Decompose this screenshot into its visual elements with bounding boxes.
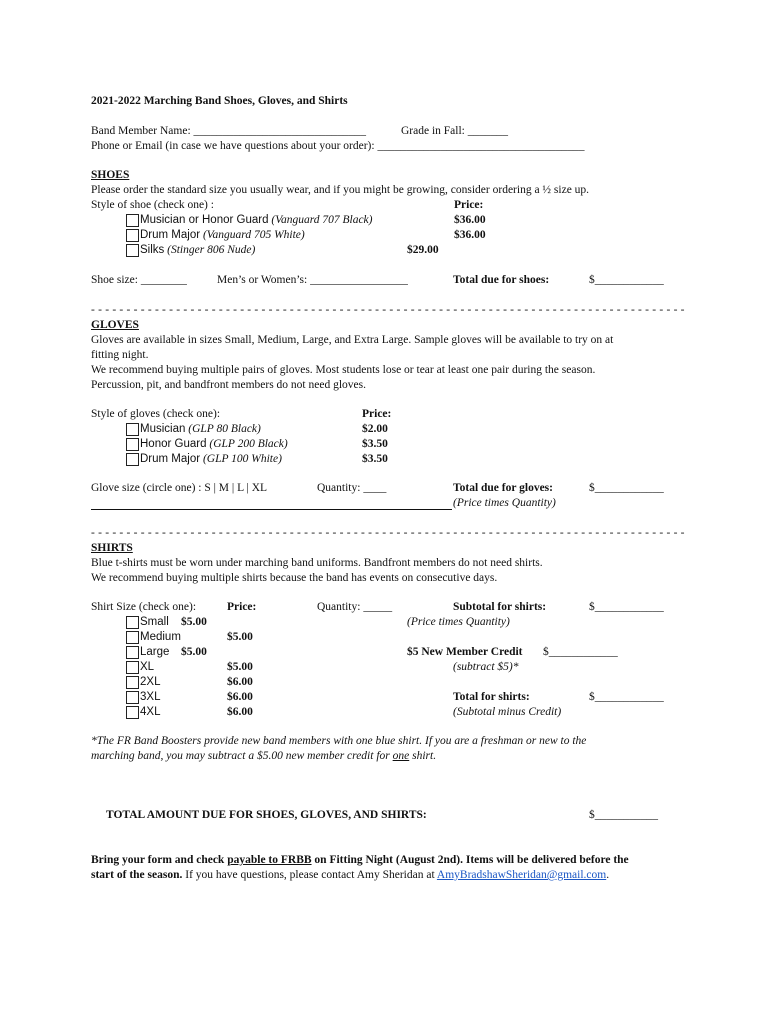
shirt-size-name: Medium (140, 631, 181, 643)
glove-musician-checkbox[interactable] (126, 423, 139, 436)
shoe-gender-field[interactable]: Men’s or Women’s: _________________ (217, 274, 408, 286)
shirt-size-price: $6.00 (227, 706, 253, 718)
gloves-intro-line: fitting night. (91, 349, 149, 361)
shoe-drum-major-checkbox[interactable] (126, 229, 139, 242)
glove-option-name: Honor Guard (140, 438, 207, 450)
glove-quantity-field[interactable]: Quantity: ____ (317, 482, 387, 494)
contact-email-link[interactable]: AmyBradshawSheridan@gmail.com (436, 869, 607, 881)
gloves-total-label: Total due for gloves: (453, 482, 553, 494)
glove-honor-guard-checkbox[interactable] (126, 438, 139, 451)
shirt-medium-checkbox[interactable] (126, 631, 139, 644)
shoe-option-model: (Vanguard 705 White) (202, 229, 305, 241)
glove-option-price: $2.00 (362, 423, 388, 435)
glove-option-price: $3.50 (362, 438, 388, 450)
glove-size-field[interactable]: Glove size (circle one) : S | M | L | XL (91, 482, 268, 494)
shirt-large-checkbox[interactable] (126, 646, 139, 659)
gloves-intro-line: We recommend buying multiple pairs of gloves. Most students lose or tear at least one pair during the season. (91, 364, 596, 376)
band-member-name-field[interactable]: Band Member Name: ______________________________ (91, 125, 367, 137)
shoe-option-price: $36.00 (454, 214, 486, 226)
shirt-size-price: $6.00 (227, 676, 253, 688)
glove-option-name: Drum Major (140, 453, 201, 465)
shirt-size-price: $5.00 (227, 661, 253, 673)
gloves-total-note: (Price times Quantity) (453, 497, 556, 509)
shirt-size-price: $6.00 (227, 691, 253, 703)
page-title: 2021-2022 Marching Band Shoes, Gloves, and Shirts (91, 95, 348, 107)
shirts-heading: SHIRTS (91, 542, 133, 554)
gloves-intro-line: Percussion, pit, and bandfront members do not need gloves. (91, 379, 366, 391)
shirts-total-field[interactable]: $____________ (589, 691, 664, 703)
shirt-size-name: 2XL (140, 676, 161, 688)
shoes-intro: Please order the standard size you usually wear, and if you might be growing, consider ordering a ½ size up. (91, 184, 590, 196)
shirt-xl-checkbox[interactable] (126, 661, 139, 674)
shirt-footnote: *The FR Band Boosters provide new band members with one blue shirt. If you are a freshman or new to the (91, 735, 587, 747)
glove-option-price: $3.50 (362, 453, 388, 465)
shoe-price-heading: Price: (454, 199, 484, 211)
shirts-total-label: Total for shirts: (453, 691, 530, 703)
section-separator: - - - - - - - - - - - - - - - - - - - - - - - - - - - - - - - - - - - - - - - - - - - - - - - - - - - - - - - - - - - - - - - - - - - - - - - - - - - - - - - - - - - - (91, 304, 685, 316)
shoes-heading: SHOES (91, 169, 130, 181)
glove-price-heading: Price: (362, 408, 392, 420)
shirt-subtotal-label: Subtotal for shirts: (453, 601, 547, 613)
shirt-size-price: $5.00 (227, 631, 253, 643)
shirt-size-label: Shirt Size (check one): (91, 601, 197, 613)
glove-option-model: (GLP 100 White) (202, 453, 282, 465)
shirts-intro-line: We recommend buying multiple shirts because the band has events on consecutive days. (91, 572, 498, 584)
glove-drum-major-checkbox[interactable] (126, 453, 139, 466)
shirt-subtotal-note: (Price times Quantity) (407, 616, 510, 628)
shirt-subtotal-field[interactable]: $____________ (589, 601, 664, 613)
shirt-size-name: 4XL (140, 706, 161, 718)
glove-option-model: (GLP 80 Black) (188, 423, 261, 435)
shoe-size-field[interactable]: Shoe size: ________ (91, 274, 187, 286)
glove-option-name: Musician (140, 423, 186, 435)
new-member-credit-field[interactable]: $____________ (543, 646, 618, 658)
shoes-total-label: Total due for shoes: (453, 274, 550, 286)
shoe-silks-checkbox[interactable] (126, 244, 139, 257)
shirt-size-name: Small (140, 616, 169, 628)
gloves-divider-line (91, 509, 452, 510)
shirt-2xl-checkbox[interactable] (126, 676, 139, 689)
shirt-price-heading: Price: (227, 601, 257, 613)
grade-field[interactable]: Grade in Fall: _______ (401, 125, 508, 137)
shirt-size-price: $5.00 (181, 616, 207, 628)
shoe-musician-checkbox[interactable] (126, 214, 139, 227)
shirt-size-name: 3XL (140, 691, 161, 703)
shoe-option-price: $36.00 (454, 229, 486, 241)
shirt-quantity-field[interactable]: Quantity: _____ (317, 601, 393, 613)
shoe-option-price: $29.00 (407, 244, 439, 256)
shirt-footnote: marching band, you may subtract a $5.00 new member credit for one shirt. (91, 750, 437, 762)
shoe-option-name: Musician or Honor Guard (140, 214, 269, 226)
shoe-option-model: (Vanguard 707 Black) (271, 214, 373, 226)
contact-field[interactable]: Phone or Email (in case we have questions about your order): ____________________________________ (91, 140, 585, 152)
shirts-intro-line: Blue t-shirts must be worn under marching band uniforms. Bandfront members do not need shirts. (91, 557, 543, 569)
new-member-credit-label: $5 New Member Credit (407, 646, 523, 658)
grand-total-label: TOTAL AMOUNT DUE FOR SHOES, GLOVES, AND SHIRTS: (106, 809, 427, 821)
gloves-intro-line: Gloves are available in sizes Small, Medium, Large, and Extra Large. Sample gloves will be available to try on at (91, 334, 614, 346)
glove-option-model: (GLP 200 Black) (209, 438, 288, 450)
shoes-total-field[interactable]: $____________ (589, 274, 664, 286)
gloves-total-field[interactable]: $____________ (589, 482, 664, 494)
shoe-option-name: Silks (140, 244, 165, 256)
closing-instructions: Bring your form and check payable to FRBB on Fitting Night (August 2nd). Items will be delivered before the (91, 854, 629, 866)
shirt-3xl-checkbox[interactable] (126, 691, 139, 704)
shirt-size-name: Large (140, 646, 170, 658)
shoe-option-name: Drum Major (140, 229, 201, 241)
gloves-heading: GLOVES (91, 319, 139, 331)
grand-total-field[interactable]: $___________ (589, 809, 658, 821)
closing-contact: start of the season. If you have questions, please contact Amy Sheridan at AmyBradshawSheridan@gmail.com. (91, 869, 610, 881)
shirt-4xl-checkbox[interactable] (126, 706, 139, 719)
shirt-size-name: XL (140, 661, 155, 673)
shoe-option-model: (Stinger 806 Nude) (167, 244, 256, 256)
new-member-credit-note: (subtract $5)* (453, 661, 519, 673)
shirts-total-note: (Subtotal minus Credit) (453, 706, 562, 718)
shoe-style-label: Style of shoe (check one) : (91, 199, 214, 211)
shirt-small-checkbox[interactable] (126, 616, 139, 629)
section-separator: - - - - - - - - - - - - - - - - - - - - - - - - - - - - - - - - - - - - - - - - - - - - - - - - - - - - - - - - - - - - - - - - - - - - - - - - - - - - - - - - - - - - (91, 527, 685, 539)
shirt-size-price: $5.00 (181, 646, 207, 658)
glove-style-label: Style of gloves (check one): (91, 408, 221, 420)
